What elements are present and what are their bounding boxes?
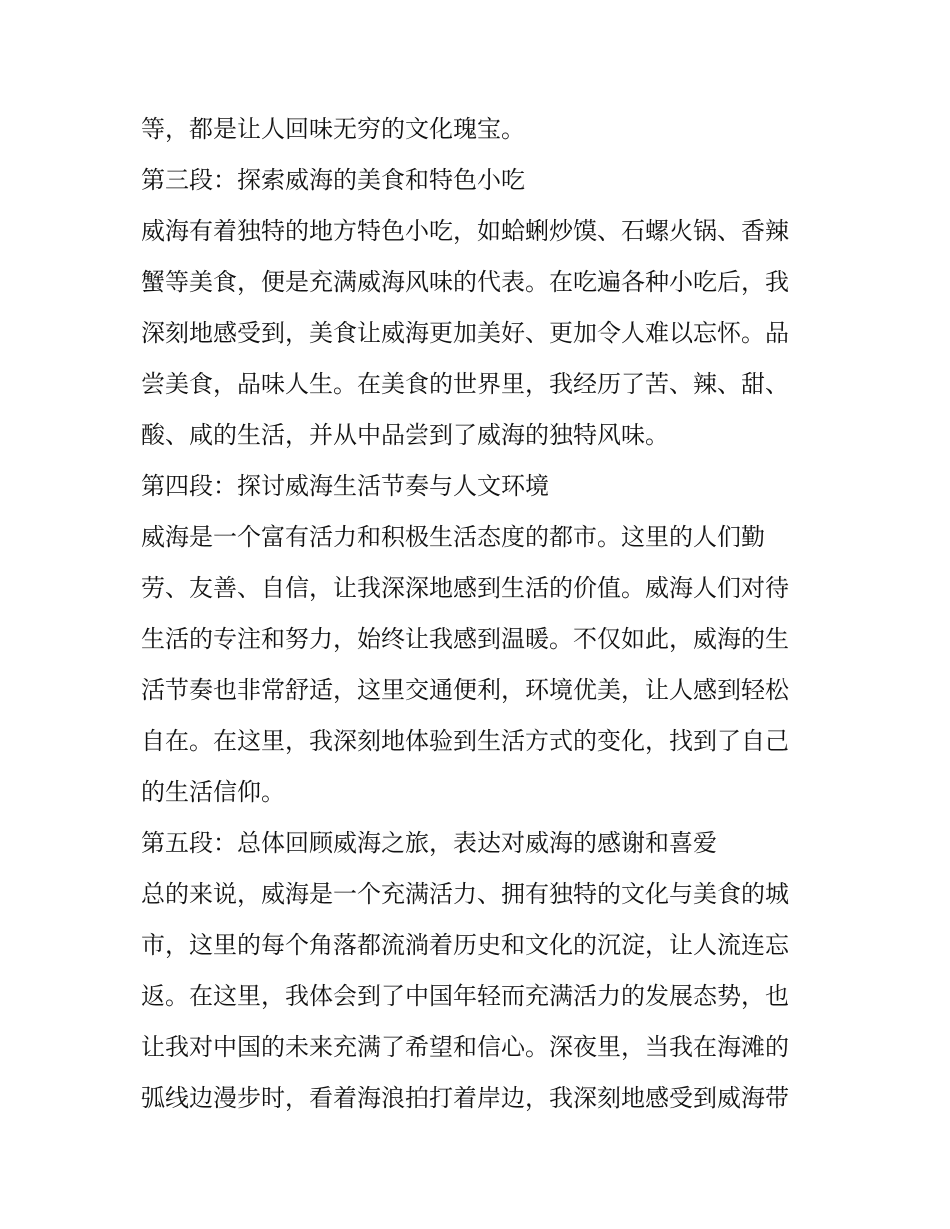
section-heading: 第三段：探索威海的美食和特色小吃 [141, 166, 525, 194]
text-line: 生活的专注和努力，始终让我感到温暖。不仅如此，威海的生 [141, 625, 789, 653]
text-line: 酸、咸的生活，并从中品尝到了威海的独特风味。 [141, 421, 669, 449]
section-heading: 第五段：总体回顾威海之旅，表达对威海的感谢和喜爱 [141, 829, 717, 857]
text-line: 的生活信仰。 [141, 778, 285, 806]
section-heading: 第四段：探讨威海生活节奏与人文环境 [141, 472, 549, 500]
text-line: 深刻地感受到，美食让威海更加美好、更加令人难以忘怀。品 [141, 319, 789, 347]
text-line: 活节奏也非常舒适，这里交通便利，环境优美，让人感到轻松 [141, 676, 789, 704]
text-line: 返。在这里，我体会到了中国年轻而充满活力的发展态势，也 [141, 982, 789, 1010]
text-line: 威海有着独特的地方特色小吃，如蛤蜊炒馍、石螺火锅、香辣 [141, 217, 789, 245]
text-line: 尝美食，品味人生。在美食的世界里，我经历了苦、辣、甜、 [141, 370, 789, 398]
text-line: 劳、友善、自信，让我深深地感到生活的价值。威海人们对待 [141, 574, 789, 602]
document-body [141, 104, 813, 1124]
text-line: 威海是一个富有活力和积极生活态度的都市。这里的人们勤 [141, 523, 765, 551]
text-line: 自在。在这里，我深刻地体验到生活方式的变化，找到了自己 [141, 727, 789, 755]
text-line: 市，这里的每个角落都流淌着历史和文化的沉淀，让人流连忘 [141, 931, 789, 959]
text-line: 等，都是让人回味无穷的文化瑰宝。 [141, 115, 525, 143]
text-line: 让我对中国的未来充满了希望和信心。深夜里，当我在海滩的 [141, 1033, 789, 1061]
text-line: 总的来说，威海是一个充满活力、拥有独特的文化与美食的城 [141, 880, 789, 908]
text-line: 蟹等美食，便是充满威海风味的代表。在吃遍各种小吃后，我 [141, 268, 789, 296]
text-line: 弧线边漫步时，看着海浪拍打着岸边，我深刻地感受到威海带 [141, 1084, 789, 1112]
